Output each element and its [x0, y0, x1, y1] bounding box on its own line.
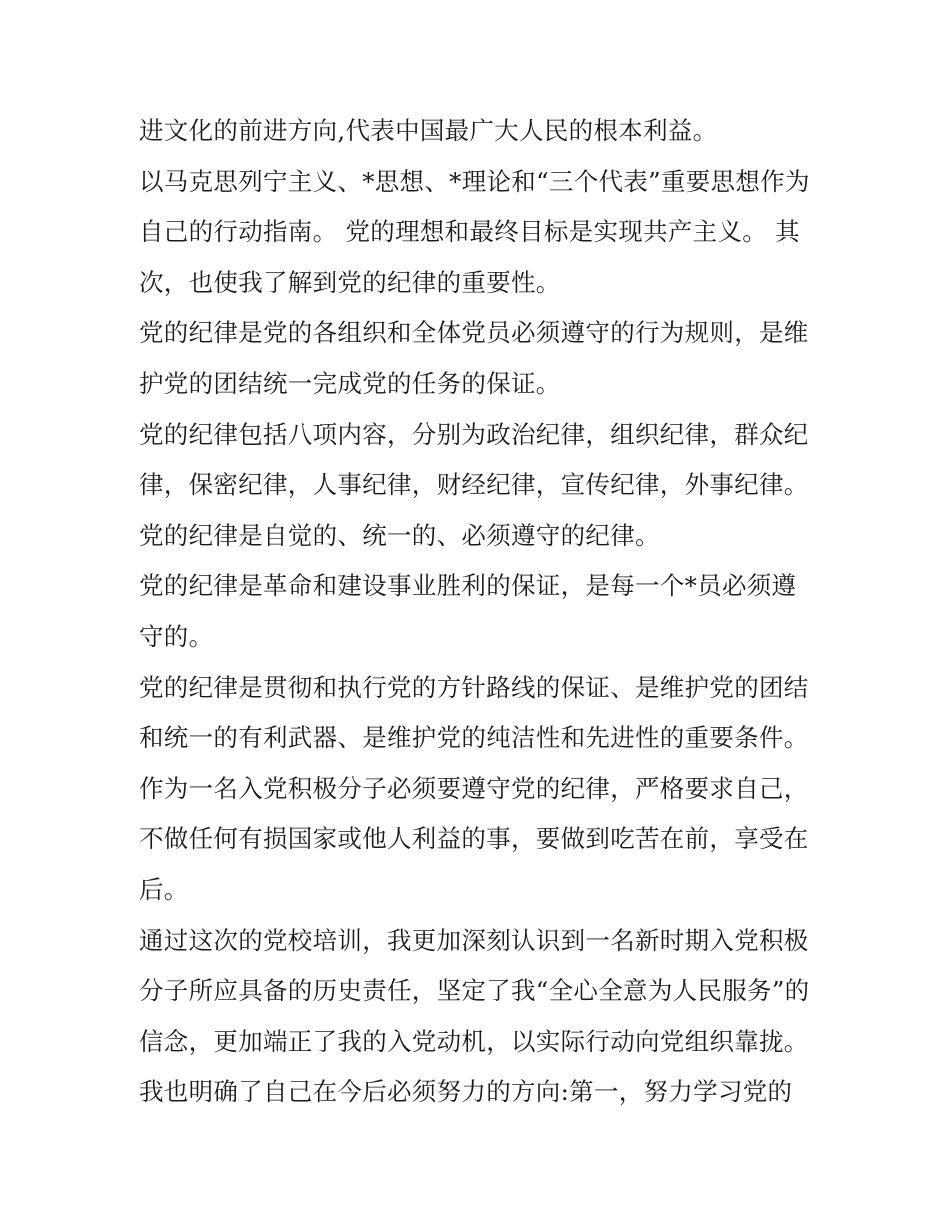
- text-line: 进文化的前进方向,代表中国最广大人民的根本利益。: [139, 116, 718, 145]
- text-line: 护党的团结统一完成党的任务的保证。: [139, 368, 561, 398]
- text-line: 党的纪律包括八项内容，分别为政治纪律，组织纪律，群众纪: [139, 419, 809, 449]
- text-line: 次，也使我了解到党的纪律的重要性。: [139, 267, 561, 297]
- text-line: 以马克思列宁主义、*思想、*理论和“三个代表”重要思想作为: [139, 166, 810, 196]
- text-line: 党的纪律是党的各组织和全体党员必须遵守的行为规则，是维: [139, 318, 809, 348]
- text-line: 和统一的有利武器、是维护党的纯洁性和先进性的重要条件。: [139, 723, 809, 753]
- text-line: 不做任何有损国家或他人利益的事，要做到吃苦在前，享受在: [139, 824, 809, 854]
- text-line: 信念，更加端正了我的入党动机，以实际行动向党组织靠拢。: [139, 1026, 809, 1056]
- text-line: 党的纪律是革命和建设事业胜利的保证，是每一个*员必须遵: [139, 571, 797, 601]
- text-line: 作为一名入党积极分子必须要遵守党的纪律，严格要求自己，: [139, 773, 809, 803]
- text-line: 我也明确了自己在今后必须努力的方向:第一，努力学习党的: [139, 1077, 793, 1107]
- text-line: 党的纪律是贯彻和执行党的方针路线的保证、是维护党的团结: [139, 672, 809, 702]
- text-line: 党的纪律是自觉的、统一的、必须遵守的纪律。: [139, 520, 660, 550]
- text-line: 分子所应具备的历史责任，坚定了我“全心全意为人民服务”的: [139, 976, 810, 1006]
- text-line: 通过这次的党校培训，我更加深刻认识到一名新时期入党积极: [139, 925, 809, 955]
- text-line: 律，保密纪律，人事纪律，财经纪律，宣传纪律，外事纪律。: [139, 470, 809, 500]
- document-body: [139, 106, 819, 1118]
- text-line: 后。: [139, 874, 189, 904]
- text-line: 守的。: [139, 621, 214, 651]
- text-line: 自己的行动指南。 党的理想和最终目标是实现共产主义。 其: [139, 217, 800, 247]
